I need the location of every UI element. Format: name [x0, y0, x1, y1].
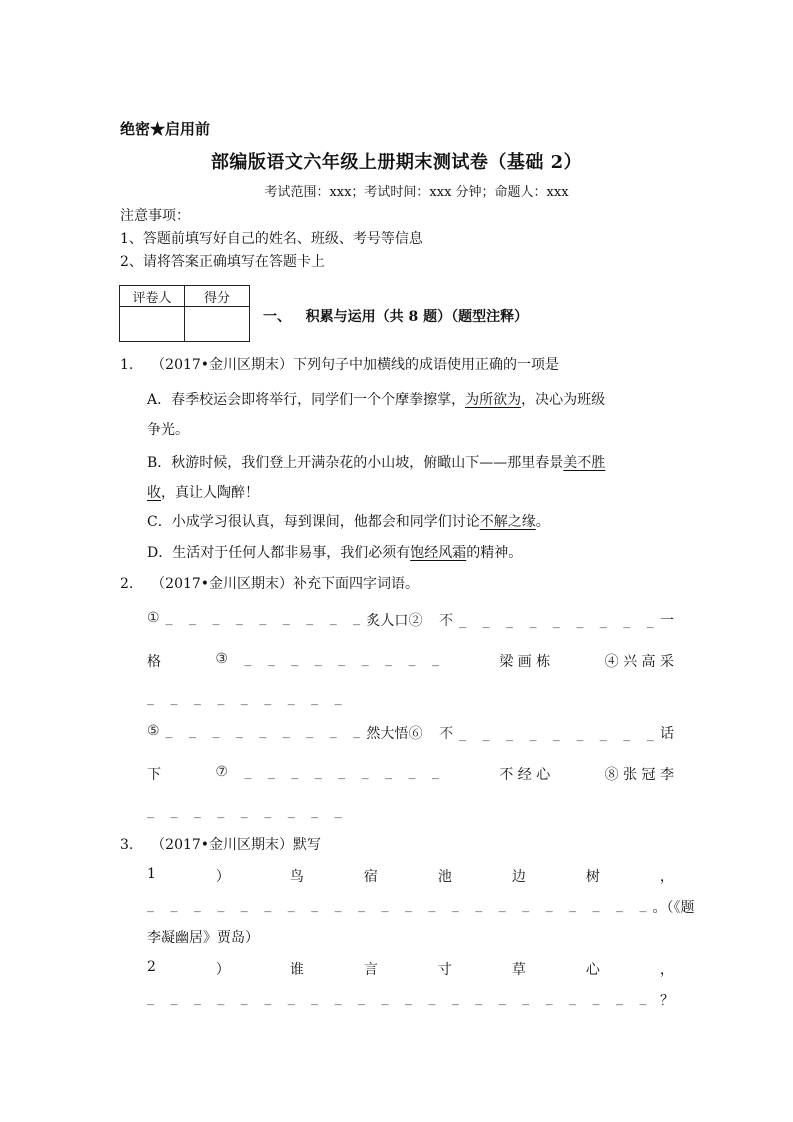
word-fragment: 梁 画 栋: [499, 654, 551, 670]
poem-blank-row-1: [147, 897, 695, 917]
fill-row-6: [147, 803, 674, 819]
question-1: [120, 354, 559, 374]
poem-line-2: [147, 959, 674, 979]
word-fragment: ④ 兴 高 采: [604, 654, 674, 670]
option-text: 争光。: [147, 422, 189, 438]
poem-char: 1: [147, 866, 156, 882]
option-text: ，真让人陶醉！: [161, 485, 259, 501]
question-stem: （2017•金川区期末）下列句子中加横线的成语使用正确的一项是: [151, 357, 560, 373]
section-number: 一、: [263, 309, 291, 325]
note-item-1: 1、答题前填写好自己的姓名、班级、考号等信息: [120, 231, 423, 247]
fill-blank[interactable]: ①_ _ _ _ _ _ _ _ _: [147, 610, 367, 626]
section-heading: [263, 306, 528, 326]
poem-char: 草: [511, 962, 526, 978]
underlined-idiom: 为所欲为: [465, 392, 522, 408]
poem-source: 李凝幽居》贾岛）: [147, 930, 259, 946]
fill-blank[interactable]: ⑦ _ _ _ _ _ _ _ _ _: [215, 764, 445, 780]
fill-blank[interactable]: _ _ _ _ _ _ _ _ _ _ _ _ _ _ _ _ _ _ _ _ _ _: [147, 990, 653, 1006]
fill-blank[interactable]: ⑥ 不_ _ _ _ _ _ _ _ _: [408, 726, 660, 742]
underlined-idiom: 收: [147, 485, 161, 501]
word-fragment: 话: [659, 726, 674, 742]
reviewer-cell[interactable]: [120, 307, 185, 342]
question-number: 1.: [120, 357, 134, 373]
poem-char: 边: [511, 869, 526, 885]
fill-blank[interactable]: ③ _ _ _ _ _ _ _ _ _: [215, 651, 445, 667]
option-a: [147, 385, 674, 445]
fill-blank[interactable]: _ _ _ _ _ _ _ _ _: [147, 690, 348, 706]
option-text: D．生活对于任何人都非易事，我们必须有: [147, 545, 411, 561]
question-number: 3.: [120, 837, 134, 853]
word-fragment: 下: [147, 767, 161, 783]
poem-char: ，: [659, 869, 674, 885]
option-b: [147, 448, 674, 508]
note-item-2: 2、请将答案正确填写在答题卡上: [120, 254, 325, 270]
poem-char: 言: [363, 962, 378, 978]
reviewer-header: 评卷人: [120, 286, 185, 307]
option-c: [147, 511, 674, 531]
poem-char: 寸: [437, 962, 452, 978]
option-d: [147, 542, 674, 562]
word-fragment: 炙人口: [366, 613, 409, 629]
notes-heading: 注意事项：: [120, 208, 190, 224]
score-cell[interactable]: [185, 307, 250, 342]
word-fragment: 一: [659, 613, 674, 629]
confidential-label: 绝密★启用前: [120, 120, 211, 138]
poem-char: 心: [585, 962, 600, 978]
question-3: [120, 834, 321, 854]
poem-char: 宿: [363, 869, 378, 885]
poem-char: 2: [147, 959, 156, 975]
underlined-idiom: 饱经风霜: [410, 545, 467, 561]
fill-row-2: [147, 651, 674, 671]
poem-char: ）: [215, 962, 230, 978]
word-fragment: 不 经 心: [499, 767, 551, 783]
question-2: [120, 573, 419, 593]
option-text: C．小成学习很认真，每到课间，他都会和同学们讨论: [147, 514, 480, 530]
poem-source: 。（《题: [652, 900, 695, 916]
poem-char: ，: [659, 962, 674, 978]
page-title: 部编版语文六年级上册期末测试卷（基础 2）: [210, 152, 583, 173]
option-text: 的精神。: [466, 545, 523, 561]
poem-char: ）: [215, 869, 230, 885]
word-fragment: 格: [147, 654, 161, 670]
fill-blank[interactable]: _ _ _ _ _ _ _ _ _: [147, 803, 348, 819]
fill-row-5: [147, 764, 674, 784]
option-text: 。: [535, 514, 550, 530]
poem-blank-row-2: [147, 990, 674, 1010]
question-stem: （2017•金川区期末）补充下面四字词语。: [151, 576, 420, 592]
question-stem: （2017•金川区期末）默写: [151, 837, 322, 853]
poem-char: 池: [437, 869, 452, 885]
option-text: A．春季校运会即将举行，同学们一个个摩拳擦掌，: [147, 392, 466, 408]
underlined-idiom: 不解之缘: [479, 514, 536, 530]
punctuation: ？: [660, 993, 674, 1009]
word-fragment: 然大悟: [366, 726, 409, 742]
fill-row-4: [147, 723, 674, 743]
poem-char: 谁: [289, 962, 304, 978]
exam-info: 考试范围：xxx；考试时间：xxx 分钟；命题人：xxx: [264, 185, 569, 200]
question-number: 2.: [120, 576, 134, 592]
fill-blank[interactable]: ② 不_ _ _ _ _ _ _ _ _: [408, 613, 660, 629]
score-table: [119, 285, 250, 342]
score-header: 得分: [185, 286, 250, 307]
underlined-idiom: 美不胜: [563, 455, 606, 471]
fill-blank[interactable]: ⑤_ _ _ _ _ _ _ _ _: [147, 723, 367, 739]
fill-row-1: [147, 610, 674, 630]
poem-char: 鸟: [289, 869, 304, 885]
poem-char: 树: [585, 869, 600, 885]
section-title: 积累与运用（共 8 题）（题型注释）: [305, 309, 529, 325]
fill-row-3: [147, 690, 674, 706]
fill-blank[interactable]: _ _ _ _ _ _ _ _ _ _ _ _ _ _ _ _ _ _ _ _ _ _: [147, 897, 653, 913]
option-text: B．秋游时候，我们登上开满杂花的小山坡，俯瞰山下——那里春景: [147, 455, 564, 471]
option-text: ，决心为班级: [521, 392, 606, 408]
poem-line-1: [147, 866, 674, 886]
word-fragment: ⑧ 张 冠 李: [604, 767, 674, 783]
